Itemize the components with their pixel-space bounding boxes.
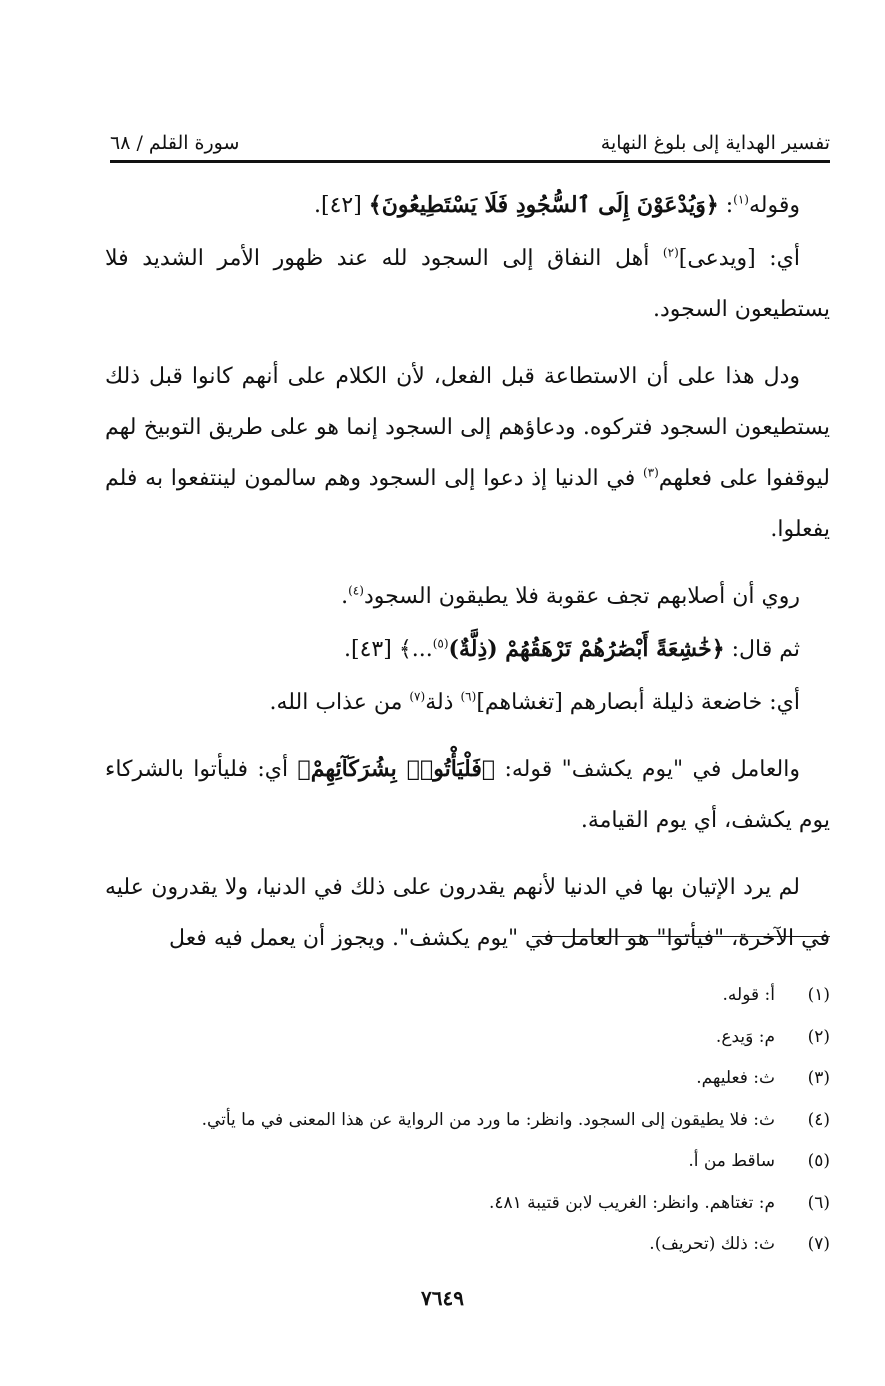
text-run: روي أن أصلابهم تجف عقوبة فلا يطيقون السجود (363, 584, 800, 609)
footnote-ref-2: (٢) (662, 245, 679, 260)
verse-number: [٤٢]. (314, 193, 369, 218)
surah-reference: سورة القلم / ٦٨ (110, 132, 240, 154)
running-header (110, 118, 830, 154)
paragraph-5 (105, 624, 830, 675)
text-run: ودل هذا على أن الاستطاعة قبل الفعل، لأن الكلام على أنهم كانوا قبل ذلك يستطيعون السجود فتركوه. ودعاؤهم إلى السجود إنما هو على طريق التوبيخ لهم ليوقفوا على فعلهم (105, 364, 830, 491)
footnote-number: (٤) (807, 1109, 830, 1130)
footnote-item (150, 975, 830, 1017)
footnote-number: (٧) (807, 1234, 830, 1254)
text-run: وقوله (748, 193, 800, 218)
footnote-text: ساقط من أ. (688, 1151, 775, 1171)
text-run: . (341, 584, 349, 609)
footnote-text: ث: فعليهم. (696, 1068, 775, 1088)
text-run: : (718, 193, 734, 218)
text-run: ثم قال: (724, 637, 800, 662)
text-run: أهل النفاق إلى السجود لله عند ظهور الأمر الشديد فلا يستطيعون السجود. (105, 246, 830, 322)
quran-verse: ﴿فَلْيَأْتُوا۟ بِشُرَكَآئِهِمْ﴾ (297, 756, 496, 782)
footnote-ref-3: (٣) (642, 465, 659, 480)
text-run: ذلة (425, 690, 461, 715)
text-run: لم يرد الإتيان بها في الدنيا لأنهم يقدرون على ذلك في الدنيا، ولا يقدرون عليه في الآخرة، "فيأتوا" هو العامل في "يوم يكشف". ويجوز أن يعمل فيه فعل (105, 875, 830, 951)
footnote-number: (٣) (807, 1068, 830, 1088)
footnotes (150, 975, 830, 1266)
footnote-number: (٦) (807, 1192, 830, 1213)
paragraph-3 (105, 351, 830, 555)
footnote-item (150, 1141, 830, 1183)
header-rule (110, 160, 830, 163)
paragraph-4 (105, 571, 830, 622)
footnote-item (150, 1058, 830, 1100)
footnote-ref-4: (٤) (348, 583, 364, 598)
paragraph-6 (105, 677, 830, 728)
footnote-number: (٥) (807, 1151, 830, 1171)
footnote-item (150, 1100, 830, 1142)
verse-number: ...﴾ [٤٣]. (344, 637, 433, 662)
text-run: أي: [ويدعى] (678, 246, 800, 271)
main-text (105, 180, 830, 980)
quran-verse: ﴿خَٰشِعَةً أَبْصَٰرُهُمْ تَرْهَقُهُمْ (ذِلَّةٌ) (448, 636, 725, 662)
footnote-separator (532, 936, 830, 937)
footnote-number: (١) (807, 985, 830, 1005)
text-run: في الدنيا إذ دعوا إلى السجود وهم سالمون لينتفعوا به فلم يفعلوا. (105, 466, 830, 542)
text-run: أي: خاضعة ذليلة أبصارهم [تغشاهم] (476, 690, 800, 715)
text-run: والعامل في "يوم يكشف" قوله: (495, 757, 800, 782)
footnote-text: م: تغتاهم. وانظر: الغريب لابن قتيبة ٤٨١. (488, 1192, 775, 1213)
footnote-ref-1: (١) (733, 192, 749, 207)
paragraph-1 (105, 180, 830, 231)
footnote-number: (٢) (807, 1026, 830, 1047)
paragraph-8 (105, 862, 830, 964)
footnote-ref-7: (٧) (409, 689, 426, 704)
book-title: تفسير الهداية إلى بلوغ النهاية (600, 132, 830, 154)
footnote-item (150, 1224, 830, 1266)
page-number: ٧٦٤٩ (421, 1286, 464, 1310)
paragraph-7 (105, 744, 830, 846)
footnote-ref-5: (٥) (432, 636, 449, 651)
footnote-item (150, 1017, 830, 1059)
footnote-text: م: وَيدع. (715, 1026, 775, 1047)
footnote-text: ث: ذلك (تحريف). (649, 1234, 775, 1254)
footnote-text: أ: قوله. (722, 985, 775, 1005)
paragraph-2 (105, 233, 830, 335)
footnote-text: ث: فلا يطيقون إلى السجود. وانظر: ما ورد من الرواية عن هذا المعنى في ما يأتي. (201, 1109, 775, 1130)
quran-verse: ﴿وَيُدْعَوْنَ إِلَى ٱلسُّجُودِ فَلَا يَسْتَطِيعُونَ﴾ (368, 192, 719, 218)
text-run: أي: فليأتوا بالشركاء يوم يكشف، أي يوم القيامة. (105, 757, 830, 833)
footnote-item (150, 1183, 830, 1225)
footnote-ref-6: (٦) (460, 689, 477, 704)
text-run: من عذاب الله. (269, 690, 410, 715)
